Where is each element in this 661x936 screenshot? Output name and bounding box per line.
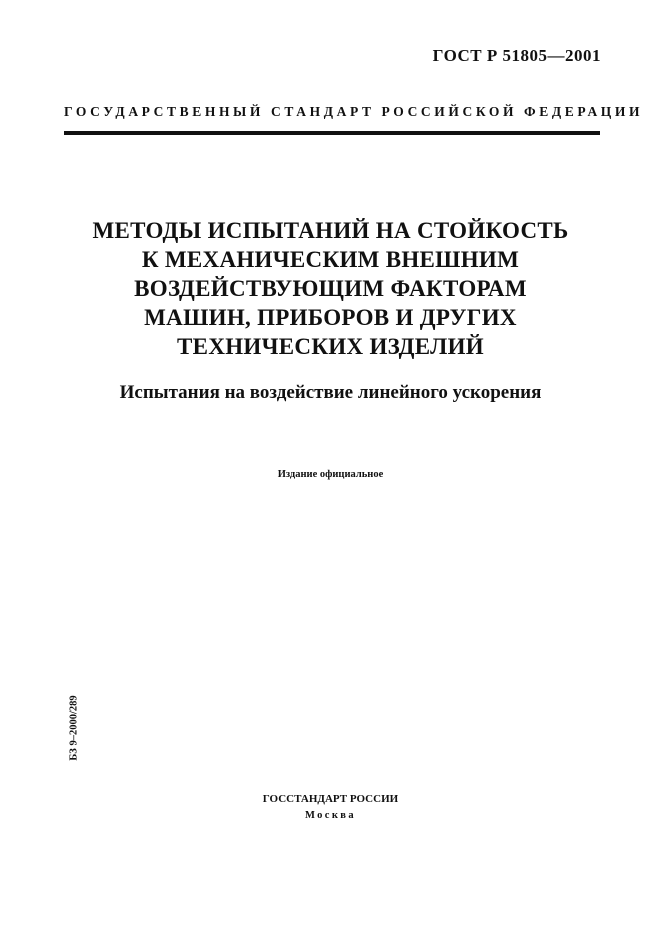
publisher-name: ГОССТАНДАРТ РОССИИ <box>262 793 399 805</box>
header-divider <box>64 131 600 135</box>
title-line: К МЕХАНИЧЕСКИМ ВНЕШНИМ <box>141 247 520 272</box>
publication-city: Москва <box>304 810 357 821</box>
edition-note: Издание официальное <box>277 469 384 480</box>
document-subtitle: Испытания на воздействие линейного ускорения <box>119 382 542 403</box>
document-title <box>40 216 621 361</box>
title-line: ТЕХНИЧЕСКИХ ИЗДЕЛИЙ <box>177 334 484 359</box>
title-line: ВОЗДЕЙСТВУЮЩИМ ФАКТОРАМ <box>134 276 527 301</box>
title-line: МЕТОДЫ ИСПЫТАНИЙ НА СТОЙКОСТЬ <box>92 218 569 243</box>
title-line: МАШИН, ПРИБОРОВ И ДРУГИХ <box>144 305 517 330</box>
catalog-code: БЗ 9–2000/289 <box>68 695 80 761</box>
standard-number: ГОСТ Р 51805—2001 <box>432 46 601 65</box>
state-standard-header: ГОСУДАРСТВЕННЫЙ СТАНДАРТ РОССИЙСКОЙ ФЕДЕРАЦИИ <box>64 104 644 119</box>
